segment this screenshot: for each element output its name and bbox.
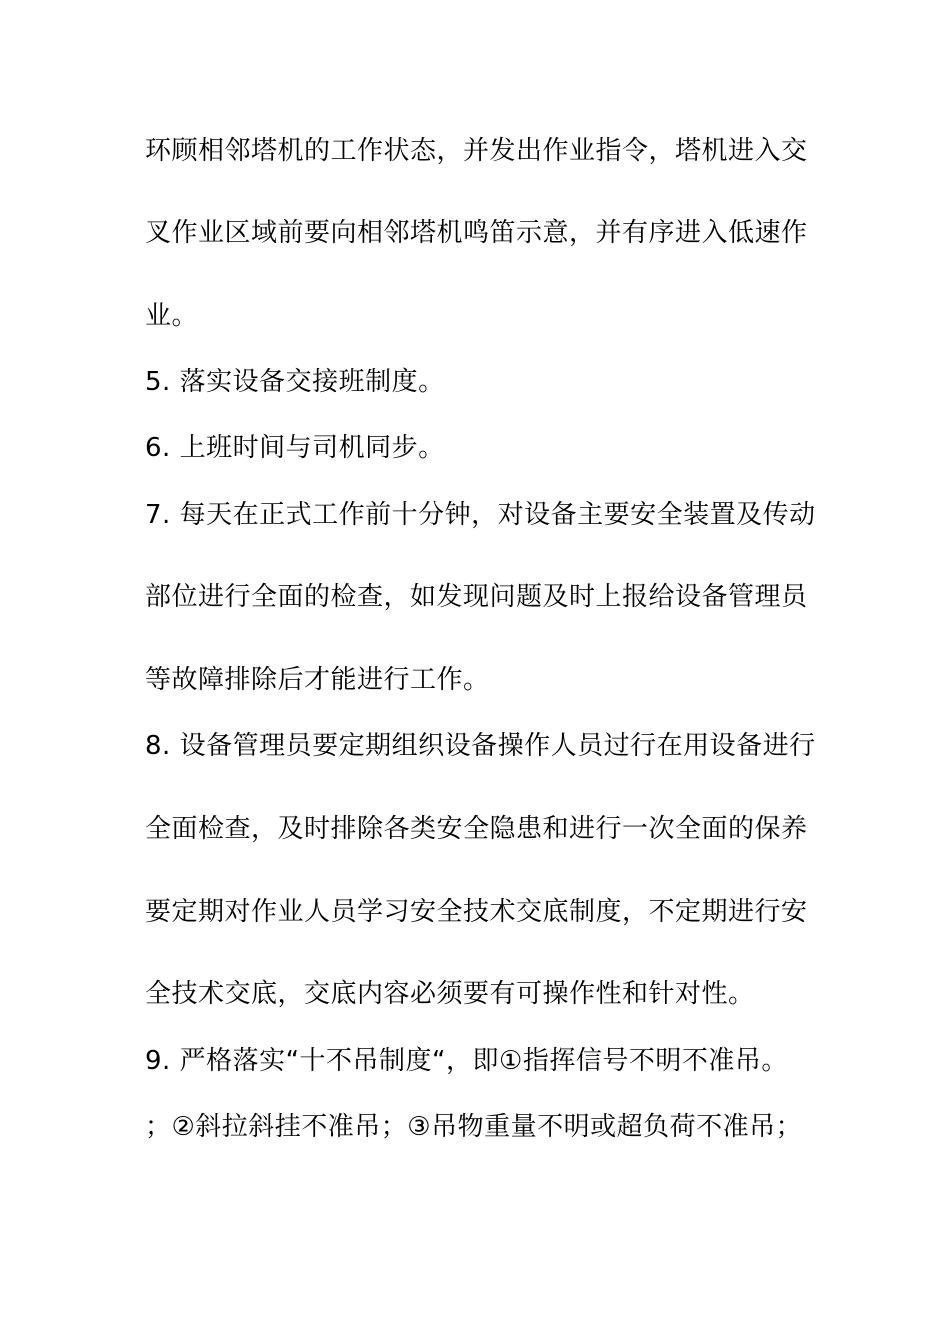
text-line: 全技术交底，交底内容必须要有可操作性和针对性。 bbox=[145, 979, 755, 1009]
text-line: 等故障排除后才能进行工作。 bbox=[145, 665, 490, 695]
text-line: ；②斜拉斜挂不准吊；③吊物重量不明或超负荷不准吊； bbox=[145, 1112, 803, 1142]
text-line: 要定期对作业人员学习安全技术交底制度，不定期进行安 bbox=[145, 897, 808, 927]
text-line: 7. 每天在正式工作前十分钟，对设备主要安全装置及传动 bbox=[145, 500, 816, 530]
text-line: 6. 上班时间与司机同步。 bbox=[145, 433, 445, 463]
text-line: 全面检查，及时排除各类安全隐患和进行一次全面的保养 bbox=[145, 814, 808, 844]
text-line: 环顾相邻塔机的工作状态，并发出作业指令，塔机进入交 bbox=[145, 136, 808, 166]
text-line: 9. 严格落实“十不吊制度“，即①指挥信号不明不准吊。 bbox=[145, 1046, 788, 1076]
text-line: 8. 设备管理员要定期组织设备操作人员过行在用设备进行 bbox=[145, 731, 816, 761]
text-line: 业。 bbox=[145, 301, 199, 331]
text-line: 叉作业区域前要向相邻塔机鸣笛示意，并有序进入低速作 bbox=[145, 218, 808, 248]
text-line: 部位进行全面的检查，如发现问题及时上报给设备管理员 bbox=[145, 582, 808, 612]
text-line: 5. 落实设备交接班制度。 bbox=[145, 367, 445, 397]
